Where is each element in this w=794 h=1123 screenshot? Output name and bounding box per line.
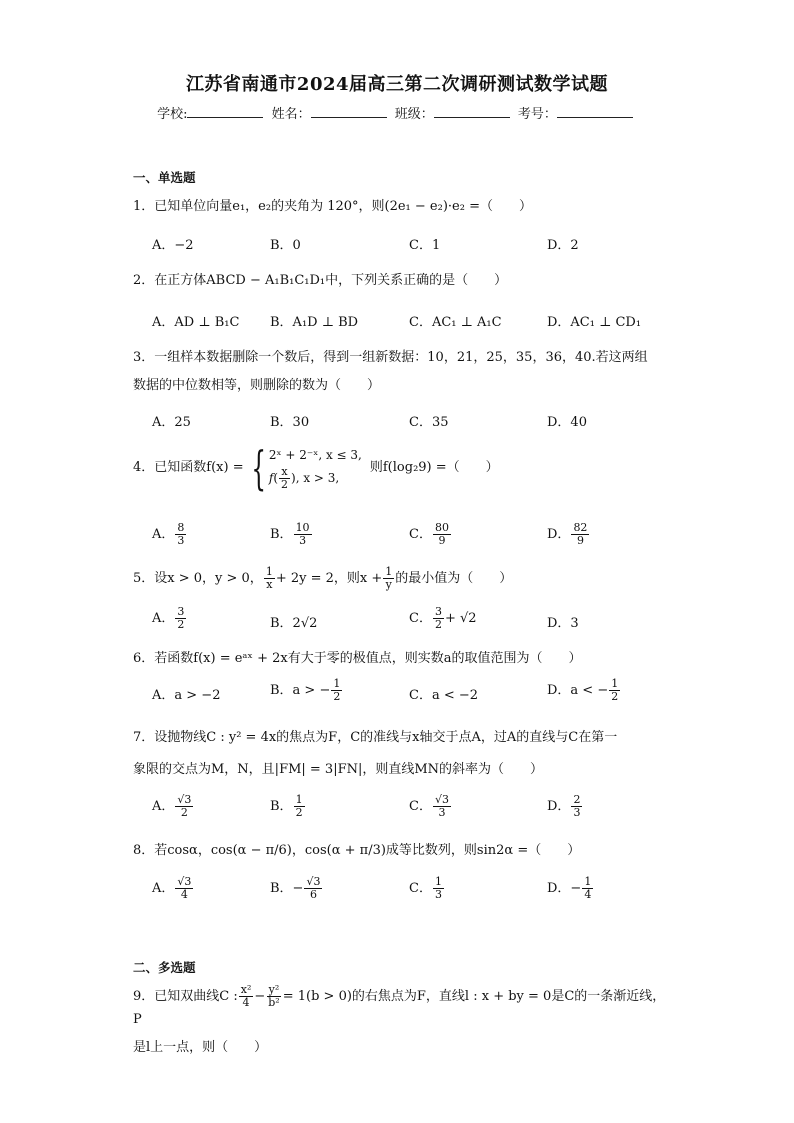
option-letter: A． (152, 527, 175, 542)
number-label: 考号： (517, 107, 557, 122)
numerator: 1 (295, 793, 303, 806)
question-7-line-2: 象限的交点为M，N，且|FM| = 3|FN|，则直线MN的斜率为（ ） (133, 762, 544, 777)
question-6-stem: 6．若函数f(x) = eᵃˣ + 2x有大于零的极值点，则实数a的取值范围为（ ） (133, 651, 582, 666)
option-text: D．a < − (547, 683, 609, 698)
numerator: 82 (573, 521, 588, 534)
option-b[interactable]: B．A₁D ⊥ BD (270, 315, 359, 330)
option-d[interactable] (547, 794, 583, 819)
denominator: 3 (573, 806, 581, 819)
brace-symbol: { (250, 440, 266, 495)
case-2-den: 2 (281, 478, 289, 491)
option-letter: C． (409, 527, 432, 542)
option-c[interactable]: C．a < −2 (409, 688, 479, 703)
numerator: 1 (265, 565, 273, 578)
option-d[interactable]: D．40 (547, 415, 587, 430)
option-b[interactable] (270, 876, 323, 901)
numerator: 1 (333, 677, 341, 690)
student-info-line (0, 103, 794, 122)
denominator: 9 (576, 534, 584, 547)
denominator: 4 (180, 888, 188, 901)
numerator: √3 (306, 875, 321, 888)
option-letter: A． (152, 799, 175, 814)
question-5-part-a: 5．设x > 0，y > 0， (133, 571, 263, 586)
question-5-part-b: + 2y = 2，则x + (275, 571, 383, 586)
denominator: b² (268, 996, 280, 1009)
option-a[interactable] (152, 876, 194, 901)
option-text: B．− (270, 881, 304, 896)
question-3-stem (133, 347, 673, 397)
numerator: 2 (573, 793, 581, 806)
numerator: 8 (177, 521, 185, 534)
option-letter: D． (547, 799, 571, 814)
numerator: 1 (611, 677, 619, 690)
option-letter: A． (152, 611, 175, 626)
question-7-line-1: 7．设抛物线C : y² = 4x的焦点为F，C的准线与x轴交于点A，过A的直线与C在第一 (133, 730, 618, 745)
numerator: 3 (177, 605, 185, 618)
option-letter: C． (409, 881, 432, 896)
denominator: 6 (309, 888, 317, 901)
name-label: 姓名： (271, 107, 311, 122)
option-b[interactable] (270, 522, 313, 547)
option-letter: B． (270, 799, 293, 814)
denominator: 3 (299, 534, 307, 547)
question-3-line-1: 3．一组样本数据删除一个数后，得到一组新数据：10，21，25，35，36，40.若这两组 (133, 350, 648, 365)
question-9-stem (133, 984, 673, 1059)
class-label: 班级： (394, 107, 434, 122)
piecewise-cases (269, 444, 362, 491)
denominator: 9 (438, 534, 446, 547)
question-5-stem (133, 566, 673, 591)
option-b[interactable]: B．30 (270, 415, 310, 430)
option-c[interactable] (409, 606, 477, 631)
denominator: 2 (295, 806, 303, 819)
denominator: 2 (434, 618, 442, 631)
option-b[interactable] (270, 678, 343, 703)
numerator: √3 (177, 793, 192, 806)
denominator: 3 (434, 888, 442, 901)
option-d[interactable]: D．2 (547, 238, 579, 253)
section-single-choice: 一、单选题 (133, 170, 196, 185)
case-2-cond: , x > 3, (295, 471, 340, 485)
denominator: 2 (611, 690, 619, 703)
option-text: D．− (547, 881, 582, 896)
school-blank[interactable] (187, 105, 263, 118)
option-c[interactable]: C．AC₁ ⊥ A₁C (409, 315, 502, 330)
option-letter: A． (152, 881, 175, 896)
question-7-stem (133, 727, 673, 781)
numerator: 1 (434, 875, 442, 888)
name-blank[interactable] (311, 105, 387, 118)
option-text: B．a > − (270, 683, 331, 698)
question-9-line-1 (133, 984, 673, 1031)
number-blank[interactable] (557, 105, 633, 118)
numerator: √3 (434, 793, 449, 806)
option-a[interactable]: A．a > −2 (152, 688, 221, 703)
option-b[interactable]: B．0 (270, 238, 301, 253)
minus-sign: − (254, 989, 266, 1004)
denominator: 4 (242, 996, 250, 1009)
option-d[interactable] (547, 522, 590, 547)
option-a[interactable]: A．AD ⊥ B₁C (152, 315, 240, 330)
option-c[interactable]: C．35 (409, 415, 449, 430)
denominator: 3 (177, 534, 185, 547)
option-b[interactable] (270, 794, 306, 819)
school-label: 学校: (157, 107, 188, 122)
question-3-line-2: 数据的中位数相等，则删除的数为（ ） (133, 378, 381, 393)
denominator: 3 (438, 806, 446, 819)
option-c[interactable] (409, 876, 445, 901)
question-2-stem: 2．在正方体ABCD − A₁B₁C₁D₁中，下列关系正确的是（ ） (133, 273, 508, 288)
question-9-part-b: = 1(b > 0)的右焦点为F，直线l : x + by = 0是C的一条渐近线，P (133, 989, 666, 1027)
numerator: 80 (434, 521, 449, 534)
option-a[interactable] (152, 522, 187, 547)
option-c[interactable]: C．1 (409, 238, 441, 253)
numerator: 10 (295, 521, 310, 534)
question-9-line-2: 是l上一点，则（ ） (133, 1040, 268, 1055)
case-2-num: x (281, 465, 288, 478)
option-a[interactable]: A．−2 (152, 238, 194, 253)
option-letter: B． (270, 527, 293, 542)
numerator: 1 (584, 875, 592, 888)
option-letter: D． (547, 527, 571, 542)
question-8-stem: 8．若cosα，cos(α − π/6)，cos(α + π/3)成等比数列，则sin2α =（ ） (133, 843, 581, 858)
numerator: x² (240, 983, 252, 996)
question-1-stem: 1．已知单位向量e₁，e₂的夹角为 120°，则(2e₁ − e₂)·e₂ =（ ） (133, 199, 532, 214)
option-d[interactable]: D．AC₁ ⊥ CD₁ (547, 315, 642, 330)
option-rest: + √2 (444, 611, 477, 626)
question-9-part-a: 9．已知双曲线C : (133, 989, 238, 1004)
option-c[interactable] (409, 522, 452, 547)
case-1: 2ˣ + 2⁻ˣ, x ≤ 3, (268, 448, 362, 462)
option-letter: C． (409, 611, 432, 626)
denominator: 2 (333, 690, 341, 703)
class-blank[interactable] (434, 105, 510, 118)
denominator: 2 (177, 618, 185, 631)
question-4-suffix: 则f(log₂9) =（ ） (369, 459, 499, 475)
page-title: 江苏省南通市2024届高三第二次调研测试数学试题 (185, 74, 609, 95)
case-2: f( $\frac{x}{2}$ ), x > 3, (268, 465, 340, 491)
question-4-prefix: 4．已知函数f(x) = (133, 459, 244, 475)
option-d[interactable] (547, 876, 594, 901)
case-2-f: f (268, 471, 274, 485)
option-d[interactable] (547, 678, 621, 703)
option-a[interactable] (152, 606, 187, 631)
section-multi-choice: 二、多选题 (133, 960, 196, 975)
option-letter: C． (409, 799, 432, 814)
question-5-part-c: 的最小值为（ ） (395, 571, 513, 586)
option-c[interactable] (409, 794, 452, 819)
option-d[interactable]: D．3 (547, 616, 579, 631)
numerator: y² (268, 983, 280, 996)
numerator: 1 (385, 565, 393, 578)
option-a[interactable]: A．25 (152, 415, 191, 430)
numerator: √3 (177, 875, 192, 888)
option-b[interactable]: B．2√2 (270, 616, 318, 631)
numerator: 3 (434, 605, 442, 618)
question-4-stem (133, 440, 673, 495)
denominator: x (266, 578, 273, 591)
option-a[interactable] (152, 794, 194, 819)
denominator: 2 (180, 806, 188, 819)
denominator: 4 (584, 888, 592, 901)
denominator: y (385, 578, 392, 591)
